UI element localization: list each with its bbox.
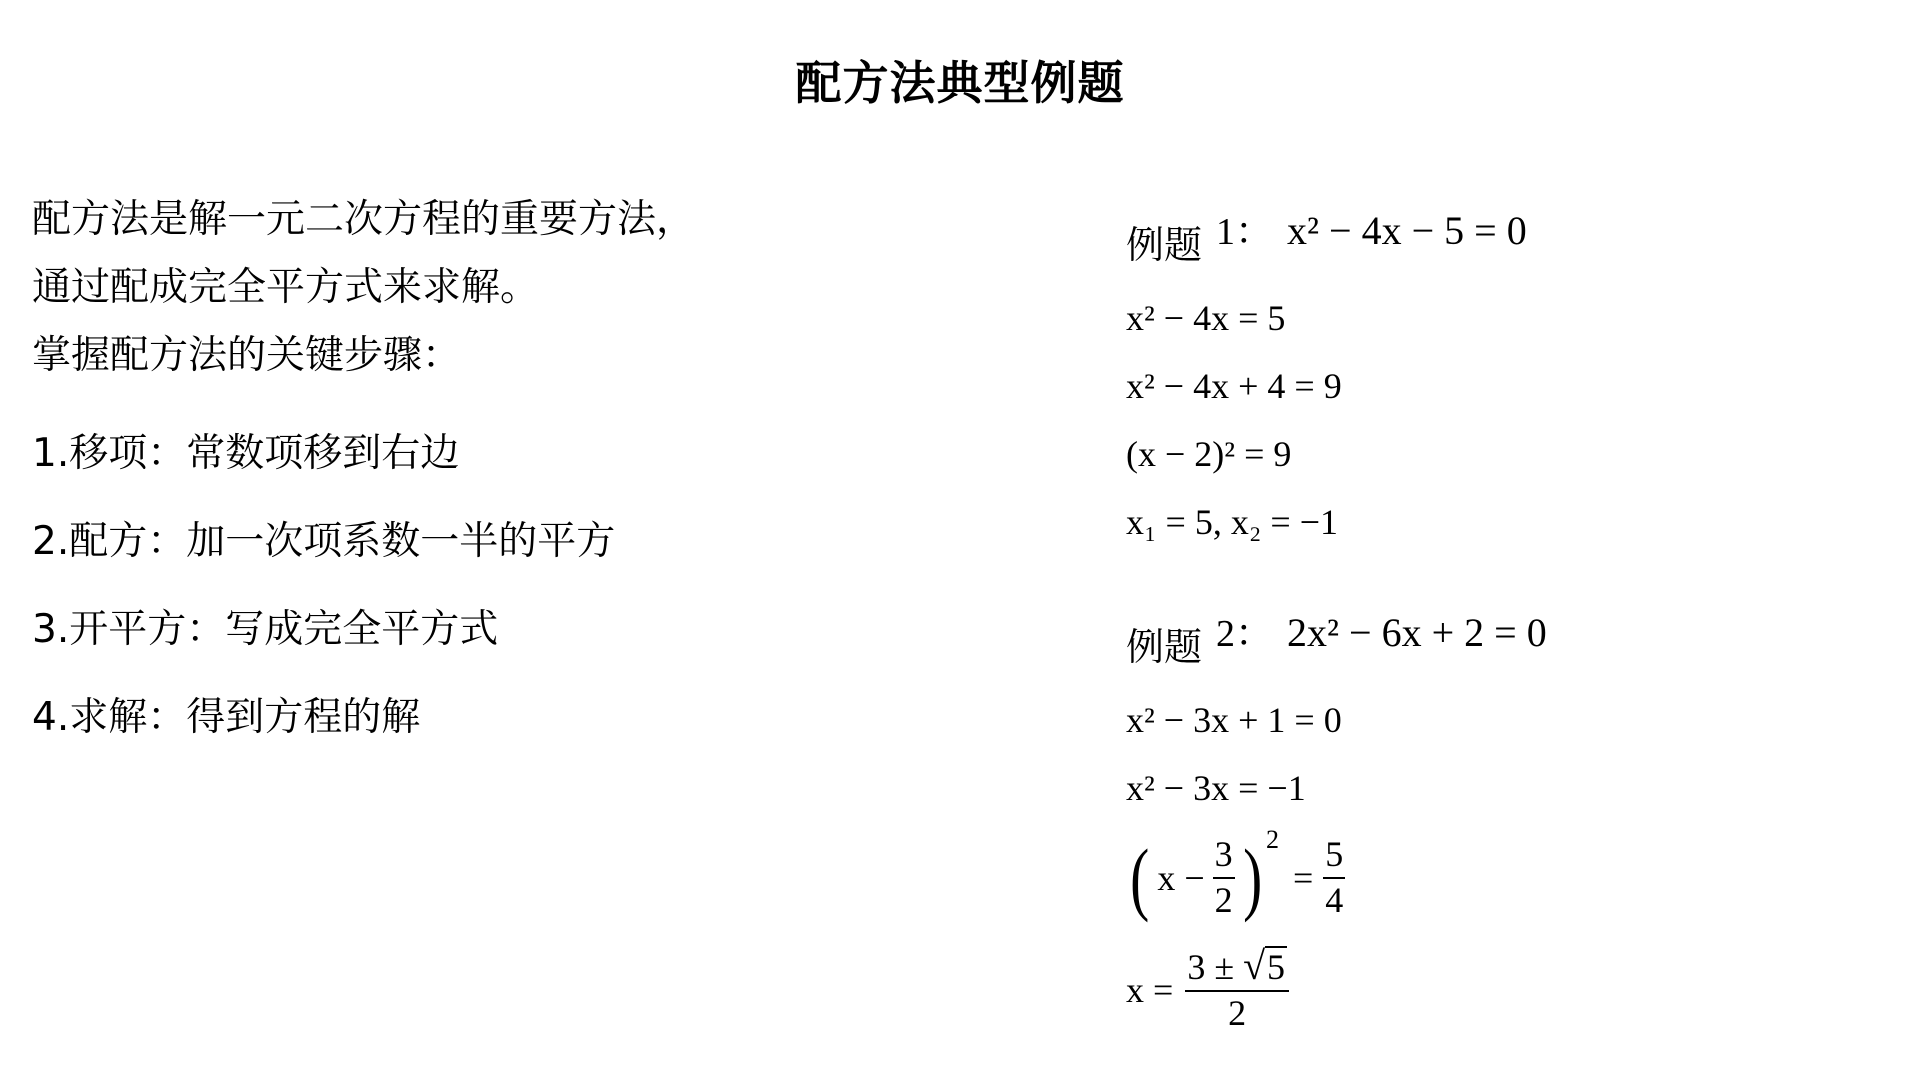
spacer: [1126, 556, 1886, 602]
complete-square-step: [1126, 822, 1886, 934]
fraction-denominator: 2: [1228, 993, 1247, 1033]
fraction-numerator: 5: [1323, 835, 1345, 879]
example-heading: [1126, 602, 1886, 686]
step-item: 2.配方：加一次项系数一半的平方: [32, 519, 616, 564]
fraction: [1323, 835, 1345, 920]
solution-step: x² − 4x + 4 = 9: [1126, 366, 1342, 406]
solution-lhs: x =: [1126, 970, 1174, 1010]
example-1: [1126, 200, 1886, 556]
exponent: 2: [1265, 825, 1279, 854]
intro-line: 配方法是解一元二次方程的重要方法，: [32, 197, 696, 242]
examples-panel: [1126, 200, 1886, 1046]
numerator-prefix: 3 ±: [1187, 947, 1235, 988]
example-2: [1126, 602, 1886, 1046]
solution-step: x₁ = 5, x₂ = −1: [1126, 502, 1339, 542]
page-title: 配方法典型例题: [795, 56, 1125, 110]
explanation-panel: [32, 186, 1032, 762]
variable-term: x −: [1157, 858, 1205, 898]
sqrt-icon: √: [1243, 943, 1266, 989]
step-list: [32, 410, 1032, 762]
fraction-numerator: 3: [1213, 835, 1235, 879]
step-item: 1.移项：常数项移到右边: [32, 431, 460, 476]
solution-step: x² − 4x = 5: [1126, 298, 1286, 338]
example-heading: [1126, 200, 1886, 284]
equals-sign: =: [1292, 858, 1314, 898]
example-equation: 2x² − 6x + 2 = 0: [1287, 610, 1547, 655]
example-colon: ：: [1235, 209, 1274, 253]
fraction-denominator: 4: [1325, 880, 1344, 920]
example-number: 1: [1216, 211, 1236, 253]
fraction-denominator: 2: [1214, 880, 1233, 920]
solution-step: x² − 3x + 1 = 0: [1126, 700, 1342, 740]
fraction: [1213, 835, 1235, 920]
radicand: 5: [1267, 947, 1286, 988]
fraction: [1185, 943, 1289, 1033]
step-item: 3.开平方：写成完全平方式: [32, 607, 499, 652]
final-solution: [1126, 934, 1886, 1046]
intro-line: 掌握配方法的关键步骤：: [32, 333, 462, 378]
example-label: 例题: [1126, 223, 1203, 267]
square-root: [1243, 943, 1287, 989]
example-label: 例题: [1126, 625, 1203, 669]
solution-step: x² − 3x = −1: [1126, 768, 1306, 808]
example-number: 2: [1216, 613, 1236, 655]
example-equation: x² − 4x − 5 = 0: [1287, 208, 1527, 253]
fraction-numerator: [1185, 943, 1289, 992]
step-item: 4.求解：得到方程的解: [32, 695, 421, 740]
left-paren: (: [1130, 832, 1150, 923]
right-paren: ): [1242, 832, 1262, 923]
solution-step: (x − 2)² = 9: [1126, 434, 1292, 474]
intro-line: 通过配成完全平方式来求解。: [32, 265, 540, 310]
example-colon: ：: [1235, 611, 1274, 655]
